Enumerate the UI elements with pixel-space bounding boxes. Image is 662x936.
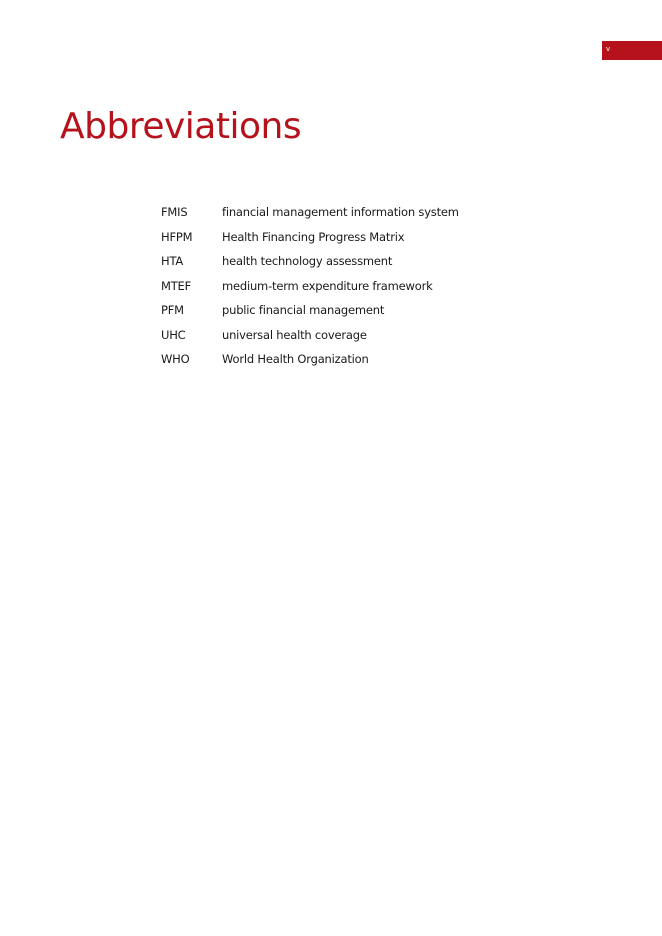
abbreviation-term: UHC [161, 327, 186, 342]
abbreviation-term: WHO [161, 352, 190, 367]
abbreviation-list [161, 200, 459, 372]
abbreviation-row [161, 274, 459, 299]
page-number-tab [602, 41, 662, 60]
abbreviation-term: HFPM [161, 229, 193, 244]
abbreviation-definition: World Health Organization [222, 352, 369, 367]
abbreviation-row [161, 323, 459, 348]
abbreviation-row [161, 200, 459, 225]
abbreviation-definition: universal health coverage [222, 327, 367, 342]
abbreviation-definition: Health Financing Progress Matrix [222, 229, 405, 244]
abbreviation-row [161, 249, 459, 274]
page-number: v [606, 45, 611, 53]
page-title: Abbreviations [60, 106, 302, 147]
abbreviation-definition: public financial management [222, 303, 385, 318]
abbreviation-term: FMIS [161, 205, 188, 220]
abbreviation-term: MTEF [161, 278, 192, 293]
abbreviation-row [161, 225, 459, 250]
abbreviation-term: PFM [161, 303, 184, 318]
abbreviation-definition: medium-term expenditure framework [222, 278, 433, 293]
abbreviation-definition: health technology assessment [222, 254, 393, 269]
abbreviation-row [161, 298, 459, 323]
abbreviation-row [161, 347, 459, 372]
abbreviation-term: HTA [161, 254, 184, 269]
abbreviation-definition: financial management information system [222, 205, 459, 220]
